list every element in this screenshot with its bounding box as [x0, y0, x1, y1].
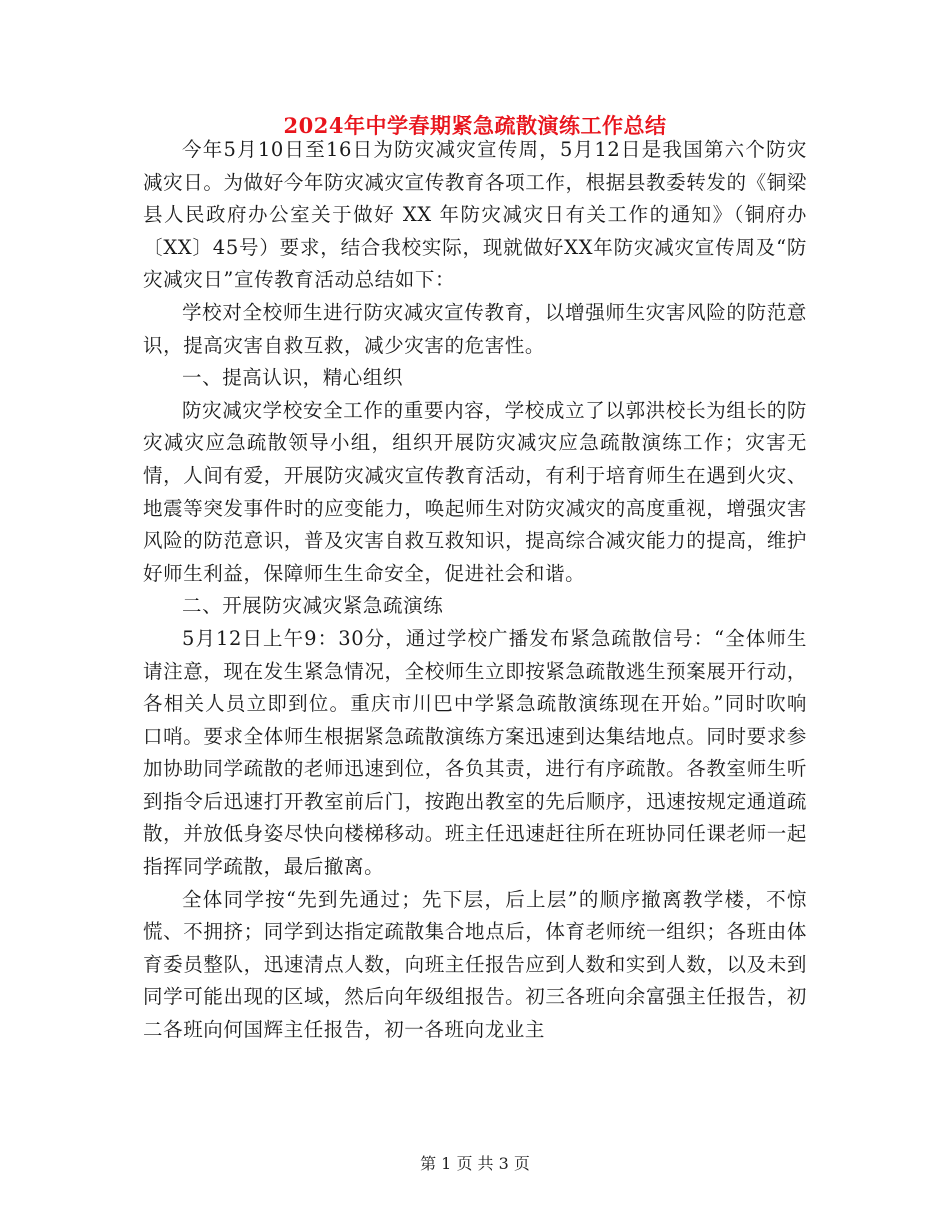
document-body [143, 134, 807, 1047]
paragraph-intro: 今年5月10日至16日为防灾减灾宣传周，5月12日是我国第六个防灾减灾日。为做好今年防灾减灾宣传教育各项工作，根据县教委转发的《铜梁县人民政府办公室关于做好 XX 年防灾减灾日有关工作的通知》（铜府办〔XX〕45号）要求，结合我校实际，现就做好XX年防灾减灾宣传周及“防灾减灾日”宣传教育活动总结如下： [143, 138, 807, 292]
paragraph-purpose: 学校对全校师生进行防灾减灾宣传教育，以增强师生灾害风险的防范意识，提高灾害自救互救，减少灾害的危害性。 [143, 300, 807, 357]
page-footer: 第 1 页 共 3 页 [420, 1154, 530, 1173]
paragraph-organization: 防灾减灾学校安全工作的重要内容，学校成立了以郭洪校长为组长的防灾减灾应急疏散领导小组，组织开展防灾减灾应急疏散演练工作；灾害无情，人间有爱，开展防灾减灾宣传教育活动，有利于培育师生在遇到火灾、地震等突发事件时的应变能力，唤起师生对防灾减灾的高度重视，增强灾害风险的防范意识，普及灾害自救互救知识，提高综合减灾能力的提高，维护好师生利益，保障师生生命安全，促进社会和谐。 [143, 398, 807, 585]
section-heading-2: 二、开展防灾减灾紧急疏演练 [182, 594, 444, 618]
section-heading-1: 一、提高认识，精心组织 [182, 366, 404, 390]
paragraph-evacuation: 全体同学按“先到先通过；先下层，后上层”的顺序撤离教学楼，不惊慌、不拥挤；同学到达指定疏散集合地点后，体育老师统一组织；各班由体育委员整队，迅速清点人数，向班主任报告应到人数和实到人数，以及未到同学可能出现的区域，然后向年级组报告。初三各班向余富强主任报告，初二各班向何国辉主任报告，初一各班向龙业主 [143, 887, 807, 1042]
paragraph-drill: 5月12日上午9：30分，通过学校广播发布紧急疏散信号：“全体师生请注意，现在发生紧急情况，全校师生立即按紧急疏散逃生预案展开行动，各相关人员立即到位。重庆市川巴中学紧急疏散演练现在开始。”同时吹响口哨。要求全体师生根据紧急疏散演练方案迅速到达集结地点。同时要求参加协助同学疏散的老师迅速到位，各负其责，进行有序疏散。各教室师生听到指令后迅速打开教室前后门，按跑出教室的先后顺序，迅速按规定通道疏散，并放低身姿尽快向楼梯移动。班主任迅速赶往所在班协同任课老师一起指挥同学疏散，最后撤离。 [143, 626, 807, 879]
document-title: 2024年中学春期紧急疏散演练工作总结 [283, 113, 667, 138]
